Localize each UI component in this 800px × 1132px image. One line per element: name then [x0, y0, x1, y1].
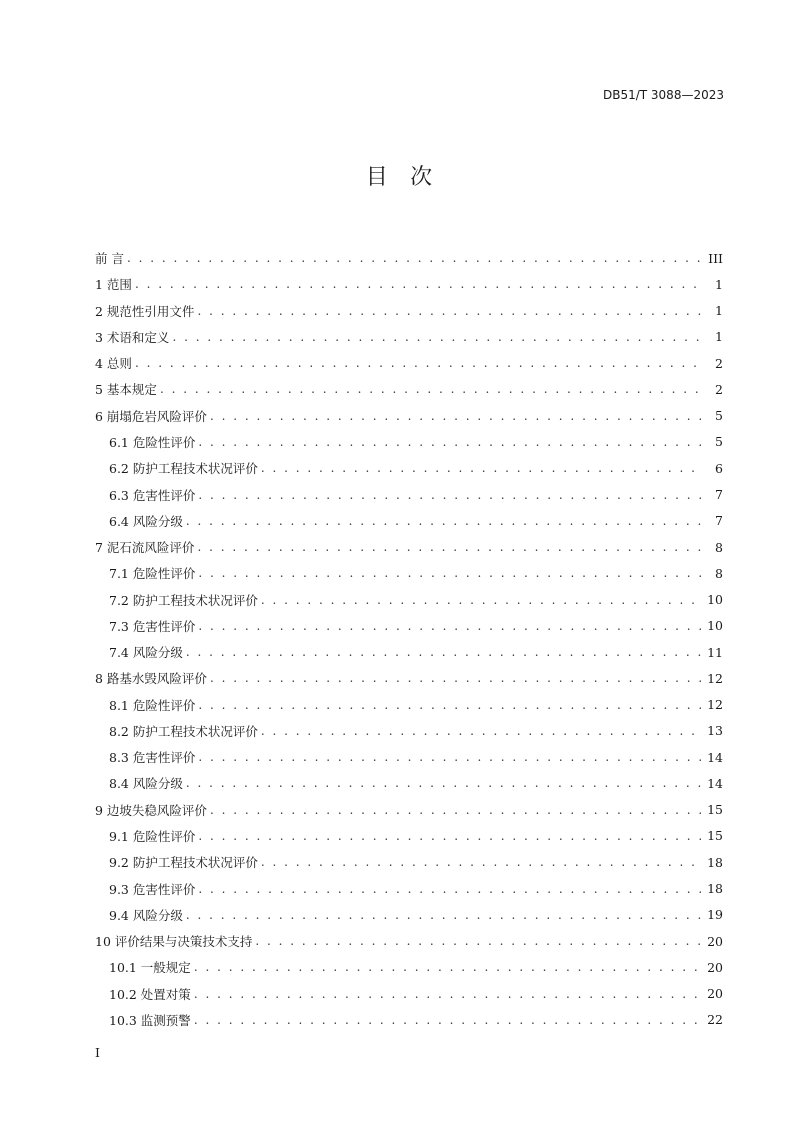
toc-entry[interactable] [95, 481, 723, 507]
toc-dot-leader [172, 331, 703, 343]
toc-entry-label: 1 范围 [95, 277, 132, 293]
toc-entry-page: 1 [715, 329, 723, 345]
toc-dot-leader [127, 252, 702, 264]
toc-dot-leader [186, 909, 701, 921]
toc-dot-leader [197, 541, 703, 553]
toc-dot-leader [186, 515, 703, 527]
toc-entry-label: 9.2 防护工程技术状况评价 [109, 855, 258, 871]
toc-entry-page: III [708, 250, 723, 266]
toc-dot-leader [198, 830, 701, 842]
toc-dot-leader [186, 777, 701, 789]
toc-entry[interactable] [95, 980, 723, 1006]
toc-entry[interactable] [95, 403, 723, 429]
toc-dot-leader [198, 883, 701, 895]
toc-entry-page: 20 [707, 959, 723, 975]
toc-dot-leader [261, 462, 703, 474]
toc-entry-page: 15 [707, 802, 723, 818]
toc-entry[interactable] [95, 770, 723, 796]
toc-entry-page: 7 [715, 487, 723, 503]
toc-entry-label: 8 路基水毁风险评价 [95, 671, 207, 687]
toc-entry-label: 8.4 风险分级 [109, 776, 183, 792]
toc-entry[interactable] [95, 613, 723, 639]
toc-entry-page: 2 [715, 381, 723, 397]
toc-entry-page: 20 [707, 986, 723, 1002]
toc-entry-page: 5 [715, 408, 723, 424]
toc-entry-page: 1 [715, 303, 723, 319]
toc-dot-leader [197, 305, 703, 317]
toc-entry[interactable] [95, 560, 723, 586]
toc-dot-leader [261, 594, 701, 606]
toc-entry-page: 6 [715, 460, 723, 476]
toc-entry-label: 10.1 一般规定 [109, 960, 191, 976]
toc-entry-label: 10 评价结果与决策技术支持 [95, 934, 253, 950]
toc-entry[interactable] [95, 271, 723, 297]
toc-dot-leader [261, 725, 701, 737]
page-number: I [95, 1045, 100, 1060]
toc-dot-leader [210, 672, 701, 684]
toc-entry-label: 6.3 危害性评价 [109, 487, 196, 503]
toc-entry-label: 10.2 处置对策 [109, 986, 191, 1002]
toc-entry[interactable] [95, 455, 723, 481]
toc-entry-label: 8.3 危害性评价 [109, 750, 196, 766]
toc-dot-leader [198, 751, 701, 763]
toc-dot-leader [261, 856, 701, 868]
toc-dot-leader [160, 383, 703, 395]
toc-entry-label: 8.2 防护工程技术状况评价 [109, 723, 258, 739]
toc-entry-page: 10 [707, 618, 723, 634]
toc-entry[interactable] [95, 875, 723, 901]
toc-entry-page: 18 [707, 881, 723, 896]
toc-entry-label: 8.1 危险性评价 [109, 697, 196, 713]
toc-entry[interactable] [95, 324, 723, 350]
toc-entry-page: 18 [707, 854, 723, 870]
toc-entry-label: 5 基本规定 [95, 382, 157, 398]
toc-entry-page: 12 [707, 697, 723, 713]
toc-entry[interactable] [95, 797, 723, 823]
toc-entry-label: 7.4 风险分级 [109, 645, 183, 661]
toc-entry-label: 7.3 危害性评价 [109, 618, 196, 634]
toc-entry-label: 前 言 [95, 251, 124, 267]
toc-dot-leader [135, 357, 703, 369]
toc-entry-page: 8 [715, 539, 723, 555]
toc-entry-page: 11 [707, 644, 723, 660]
toc-entry[interactable] [95, 665, 723, 691]
toc-dot-leader [135, 278, 703, 290]
toc-dot-leader [194, 961, 701, 973]
toc-entry[interactable] [95, 718, 723, 744]
toc-entry-label: 7 泥石流风险评价 [95, 540, 195, 556]
toc-entry-page: 13 [707, 723, 723, 739]
table-of-contents [95, 245, 723, 1033]
toc-dot-leader [198, 699, 701, 711]
toc-dot-leader [255, 935, 701, 947]
toc-entry-page: 1 [715, 276, 723, 292]
toc-entry[interactable] [95, 534, 723, 560]
toc-entry-label: 2 规范性引用文件 [95, 303, 195, 319]
toc-dot-leader [194, 988, 701, 1000]
toc-entry[interactable] [95, 508, 723, 534]
toc-entry[interactable] [95, 954, 723, 980]
toc-dot-leader [198, 567, 703, 579]
toc-dot-leader [210, 410, 703, 422]
toc-entry-label: 7.1 危险性评价 [109, 566, 196, 582]
document-code: DB51/T 3088—2023 [602, 88, 724, 102]
toc-entry[interactable] [95, 902, 723, 928]
toc-entry-page: 12 [707, 670, 723, 686]
toc-dot-leader [194, 1014, 701, 1026]
toc-entry[interactable] [95, 245, 723, 271]
toc-entry-label: 6.4 风险分级 [109, 513, 183, 529]
toc-entry-page: 22 [707, 1012, 723, 1028]
toc-entry-page: 7 [715, 513, 723, 529]
toc-entry-label: 6.1 危险性评价 [109, 434, 196, 450]
toc-entry-label: 10.3 监测预警 [109, 1012, 191, 1028]
toc-entry-page: 15 [707, 828, 723, 844]
toc-dot-leader [198, 436, 703, 448]
toc-entry[interactable] [95, 639, 723, 665]
toc-entry[interactable] [95, 744, 723, 770]
toc-entry-page: 19 [707, 907, 723, 923]
toc-entry-page: 10 [707, 592, 723, 608]
toc-entry[interactable] [95, 823, 723, 849]
toc-dot-leader [210, 804, 701, 816]
toc-entry-label: 9.4 风险分级 [109, 907, 183, 923]
toc-entry-label: 9.1 危险性评价 [109, 828, 196, 844]
toc-dot-leader [186, 646, 701, 658]
toc-entry[interactable] [95, 429, 723, 455]
toc-entry[interactable] [95, 350, 723, 376]
toc-entry[interactable] [95, 928, 723, 954]
toc-entry-page: 5 [715, 434, 723, 450]
toc-dot-leader [198, 620, 701, 632]
toc-entry-label: 6 崩塌危岩风险评价 [95, 408, 207, 424]
toc-entry-page: 14 [707, 749, 723, 765]
toc-dot-leader [198, 489, 703, 501]
toc-entry-page: 14 [707, 775, 723, 791]
toc-entry[interactable] [95, 1007, 723, 1033]
toc-entry-label: 4 总则 [95, 356, 132, 372]
toc-entry[interactable] [95, 692, 723, 718]
toc-entry[interactable] [95, 586, 723, 612]
toc-entry-label: 7.2 防护工程技术状况评价 [109, 592, 258, 608]
page-title: 目 次 [365, 165, 435, 190]
toc-entry-page: 20 [707, 933, 723, 949]
toc-entry-label: 6.2 防护工程技术状况评价 [109, 461, 258, 477]
toc-entry-label: 3 术语和定义 [95, 329, 170, 345]
toc-entry[interactable] [95, 376, 723, 402]
toc-entry-page: 8 [715, 565, 723, 581]
toc-entry-page: 2 [715, 355, 723, 371]
toc-entry-label: 9.3 危害性评价 [109, 881, 196, 897]
toc-entry-label: 9 边坡失稳风险评价 [95, 802, 207, 818]
toc-entry[interactable] [95, 849, 723, 875]
toc-entry[interactable] [95, 298, 723, 324]
